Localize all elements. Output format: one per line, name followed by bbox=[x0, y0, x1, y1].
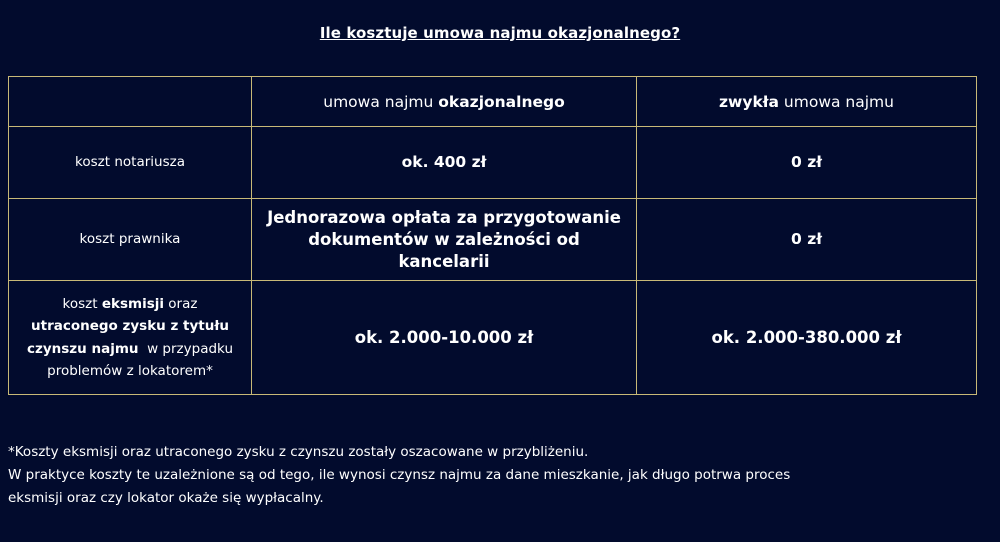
header-regular-suffix: umowa najmu bbox=[778, 92, 894, 111]
eviction-label-bold3: czynszu najmu bbox=[27, 340, 139, 357]
row-label-lawyer: koszt prawnika bbox=[9, 199, 252, 281]
lawyer-cost-regular: 0 zł bbox=[637, 199, 977, 281]
header-occasional-bold: okazjonalnego bbox=[438, 92, 565, 111]
footnote-line2: W praktyce koszty te uzależnione są od tego, ile wynosi czynsz najmu za dane mieszkanie, jak długo potrwa proces bbox=[8, 467, 791, 483]
cost-comparison-table bbox=[8, 76, 977, 395]
eviction-label-part2: oraz bbox=[164, 295, 198, 312]
eviction-label-part1: koszt bbox=[62, 295, 102, 312]
header-occasional-prefix: umowa najmu bbox=[323, 92, 439, 111]
lawyer-cost-occasional bbox=[252, 199, 637, 281]
table-row-eviction bbox=[9, 281, 977, 395]
eviction-label-bold1: eksmisji bbox=[101, 295, 164, 312]
eviction-label-part4: problemów z lokatorem* bbox=[47, 363, 213, 379]
table-row-lawyer bbox=[9, 199, 977, 281]
lawyer-cost-line1: Jednorazowa opłata za przygotowanie bbox=[267, 207, 621, 227]
header-regular-bold: zwykła bbox=[719, 92, 779, 111]
notary-cost-occasional: ok. 400 zł bbox=[252, 127, 637, 199]
row-label-notary: koszt notariusza bbox=[9, 127, 252, 199]
header-empty-cell bbox=[9, 77, 252, 127]
footnote-line3: eksmisji oraz czy lokator okaże się wypłacalny. bbox=[8, 490, 324, 506]
footnote bbox=[8, 441, 988, 510]
notary-cost-regular: 0 zł bbox=[637, 127, 977, 199]
footnote-line1: *Koszty eksmisji oraz utraconego zysku z czynszu zostały oszacowane w przybliżeniu. bbox=[8, 444, 589, 460]
lawyer-cost-line2: dokumentów w zależności od kancelarii bbox=[308, 229, 580, 271]
eviction-label-part3: w przypadku bbox=[138, 340, 233, 357]
page-title: Ile kosztuje umowa najmu okazjonalnego? bbox=[319, 24, 681, 42]
header-occasional-lease bbox=[252, 77, 637, 127]
row-label-eviction bbox=[9, 281, 252, 395]
table-row-notary bbox=[9, 127, 977, 199]
table-header-row bbox=[9, 77, 977, 127]
header-regular-lease bbox=[637, 77, 977, 127]
eviction-cost-regular: ok. 2.000-380.000 zł bbox=[637, 281, 977, 395]
eviction-label-bold2: utraconego zysku z tytułu bbox=[31, 318, 229, 334]
eviction-cost-occasional: ok. 2.000-10.000 zł bbox=[252, 281, 637, 395]
